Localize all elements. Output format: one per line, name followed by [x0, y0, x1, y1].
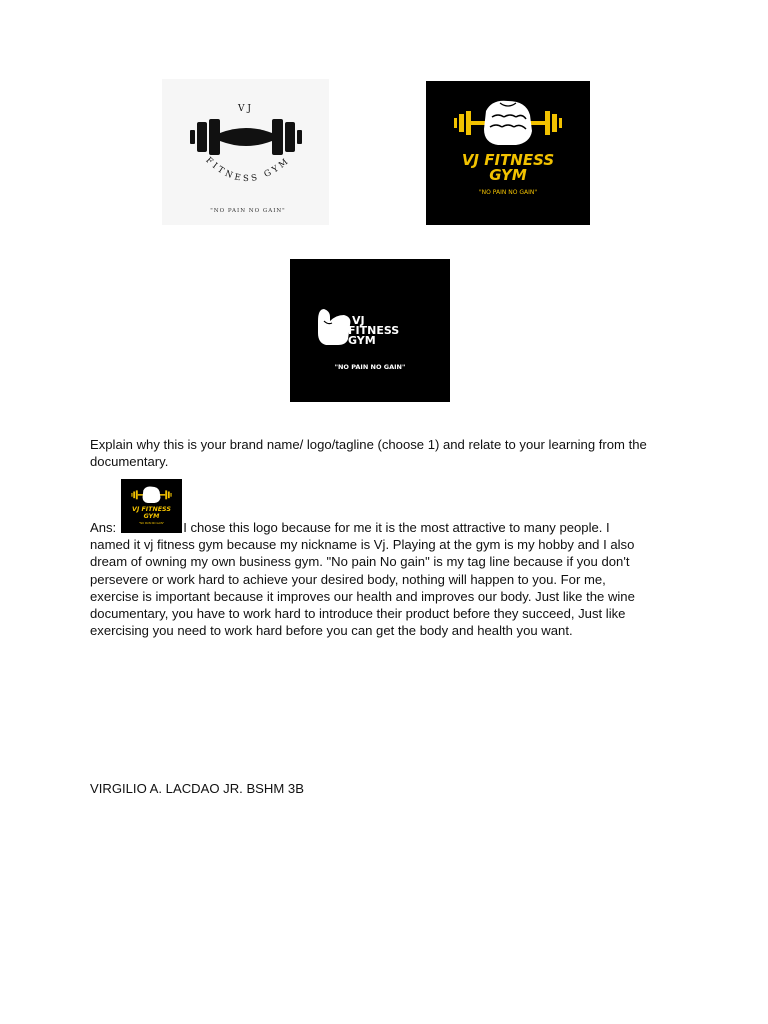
dumbbell-icon	[162, 79, 329, 225]
logo-2-tagline: "NO PAIN NO GAIN"	[478, 189, 538, 196]
answer-line-7: exercising you need to work hard before you can get the body and health you want.	[90, 623, 573, 639]
logo-option-1	[162, 79, 329, 225]
logo-2-line2: GYM	[489, 166, 527, 184]
thumb-line1: VJ FITNESS	[132, 506, 171, 514]
logo-option-2	[426, 81, 590, 225]
logo-1-tagline: "NO PAIN NO GAIN"	[210, 208, 286, 214]
logo-3-line3: GYM	[348, 334, 376, 347]
logo-3-line2: FITNESS	[348, 324, 400, 337]
answer-prefix: Ans:	[90, 520, 117, 535]
logo-1-arc-text: FITNESS GYM	[203, 155, 293, 185]
flexed-arm-icon	[290, 259, 450, 402]
logo-2-line1: VJ FITNESS	[461, 151, 555, 169]
answer-line-3: dream of owning my own business gym. "No pain No gain" is my tag line because if you don't	[90, 554, 630, 570]
logo-3-line1: VJ	[352, 314, 365, 327]
thumb-line2: GYM	[143, 512, 160, 520]
answer-line-1	[90, 519, 680, 536]
fist-icon	[484, 101, 532, 145]
logo-3-tagline: "NO PAIN NO GAIN"	[334, 363, 406, 371]
answer-line-2: named it vj fitness gym because my nickname is Vj. Playing at the gym is my hobby and I also	[90, 537, 635, 553]
answer-text	[90, 519, 680, 639]
svg-text:FITNESS GYM	[203, 155, 292, 184]
thumb-tagline: "NO PAIN NO GAIN"	[138, 521, 165, 525]
question-text: Explain why this is your brand name/ logo/tagline (choose 1) and relate to your learning from the documentary.	[90, 437, 647, 470]
answer-line-4: persevere or work hard to achieve your desired body, nothing will happen to you. For me,	[90, 571, 606, 587]
author-line: VIRGILIO A. LACDAO JR. BSHM 3B	[90, 781, 304, 796]
answer-line-5: exercise is important because it improves our health and improves our body. Just like the wine	[90, 588, 635, 604]
answer-line-6: documentary, you have to work hard to introduce their product before they succeed, Just like	[90, 606, 626, 622]
logo-1-brand-text: VJ	[237, 104, 255, 114]
logo-option-3	[290, 259, 450, 402]
fist-dumbbell-icon	[426, 81, 590, 225]
answer-line-1-text: I chose this logo because for me it is the most attractive to many people. I	[183, 520, 610, 535]
